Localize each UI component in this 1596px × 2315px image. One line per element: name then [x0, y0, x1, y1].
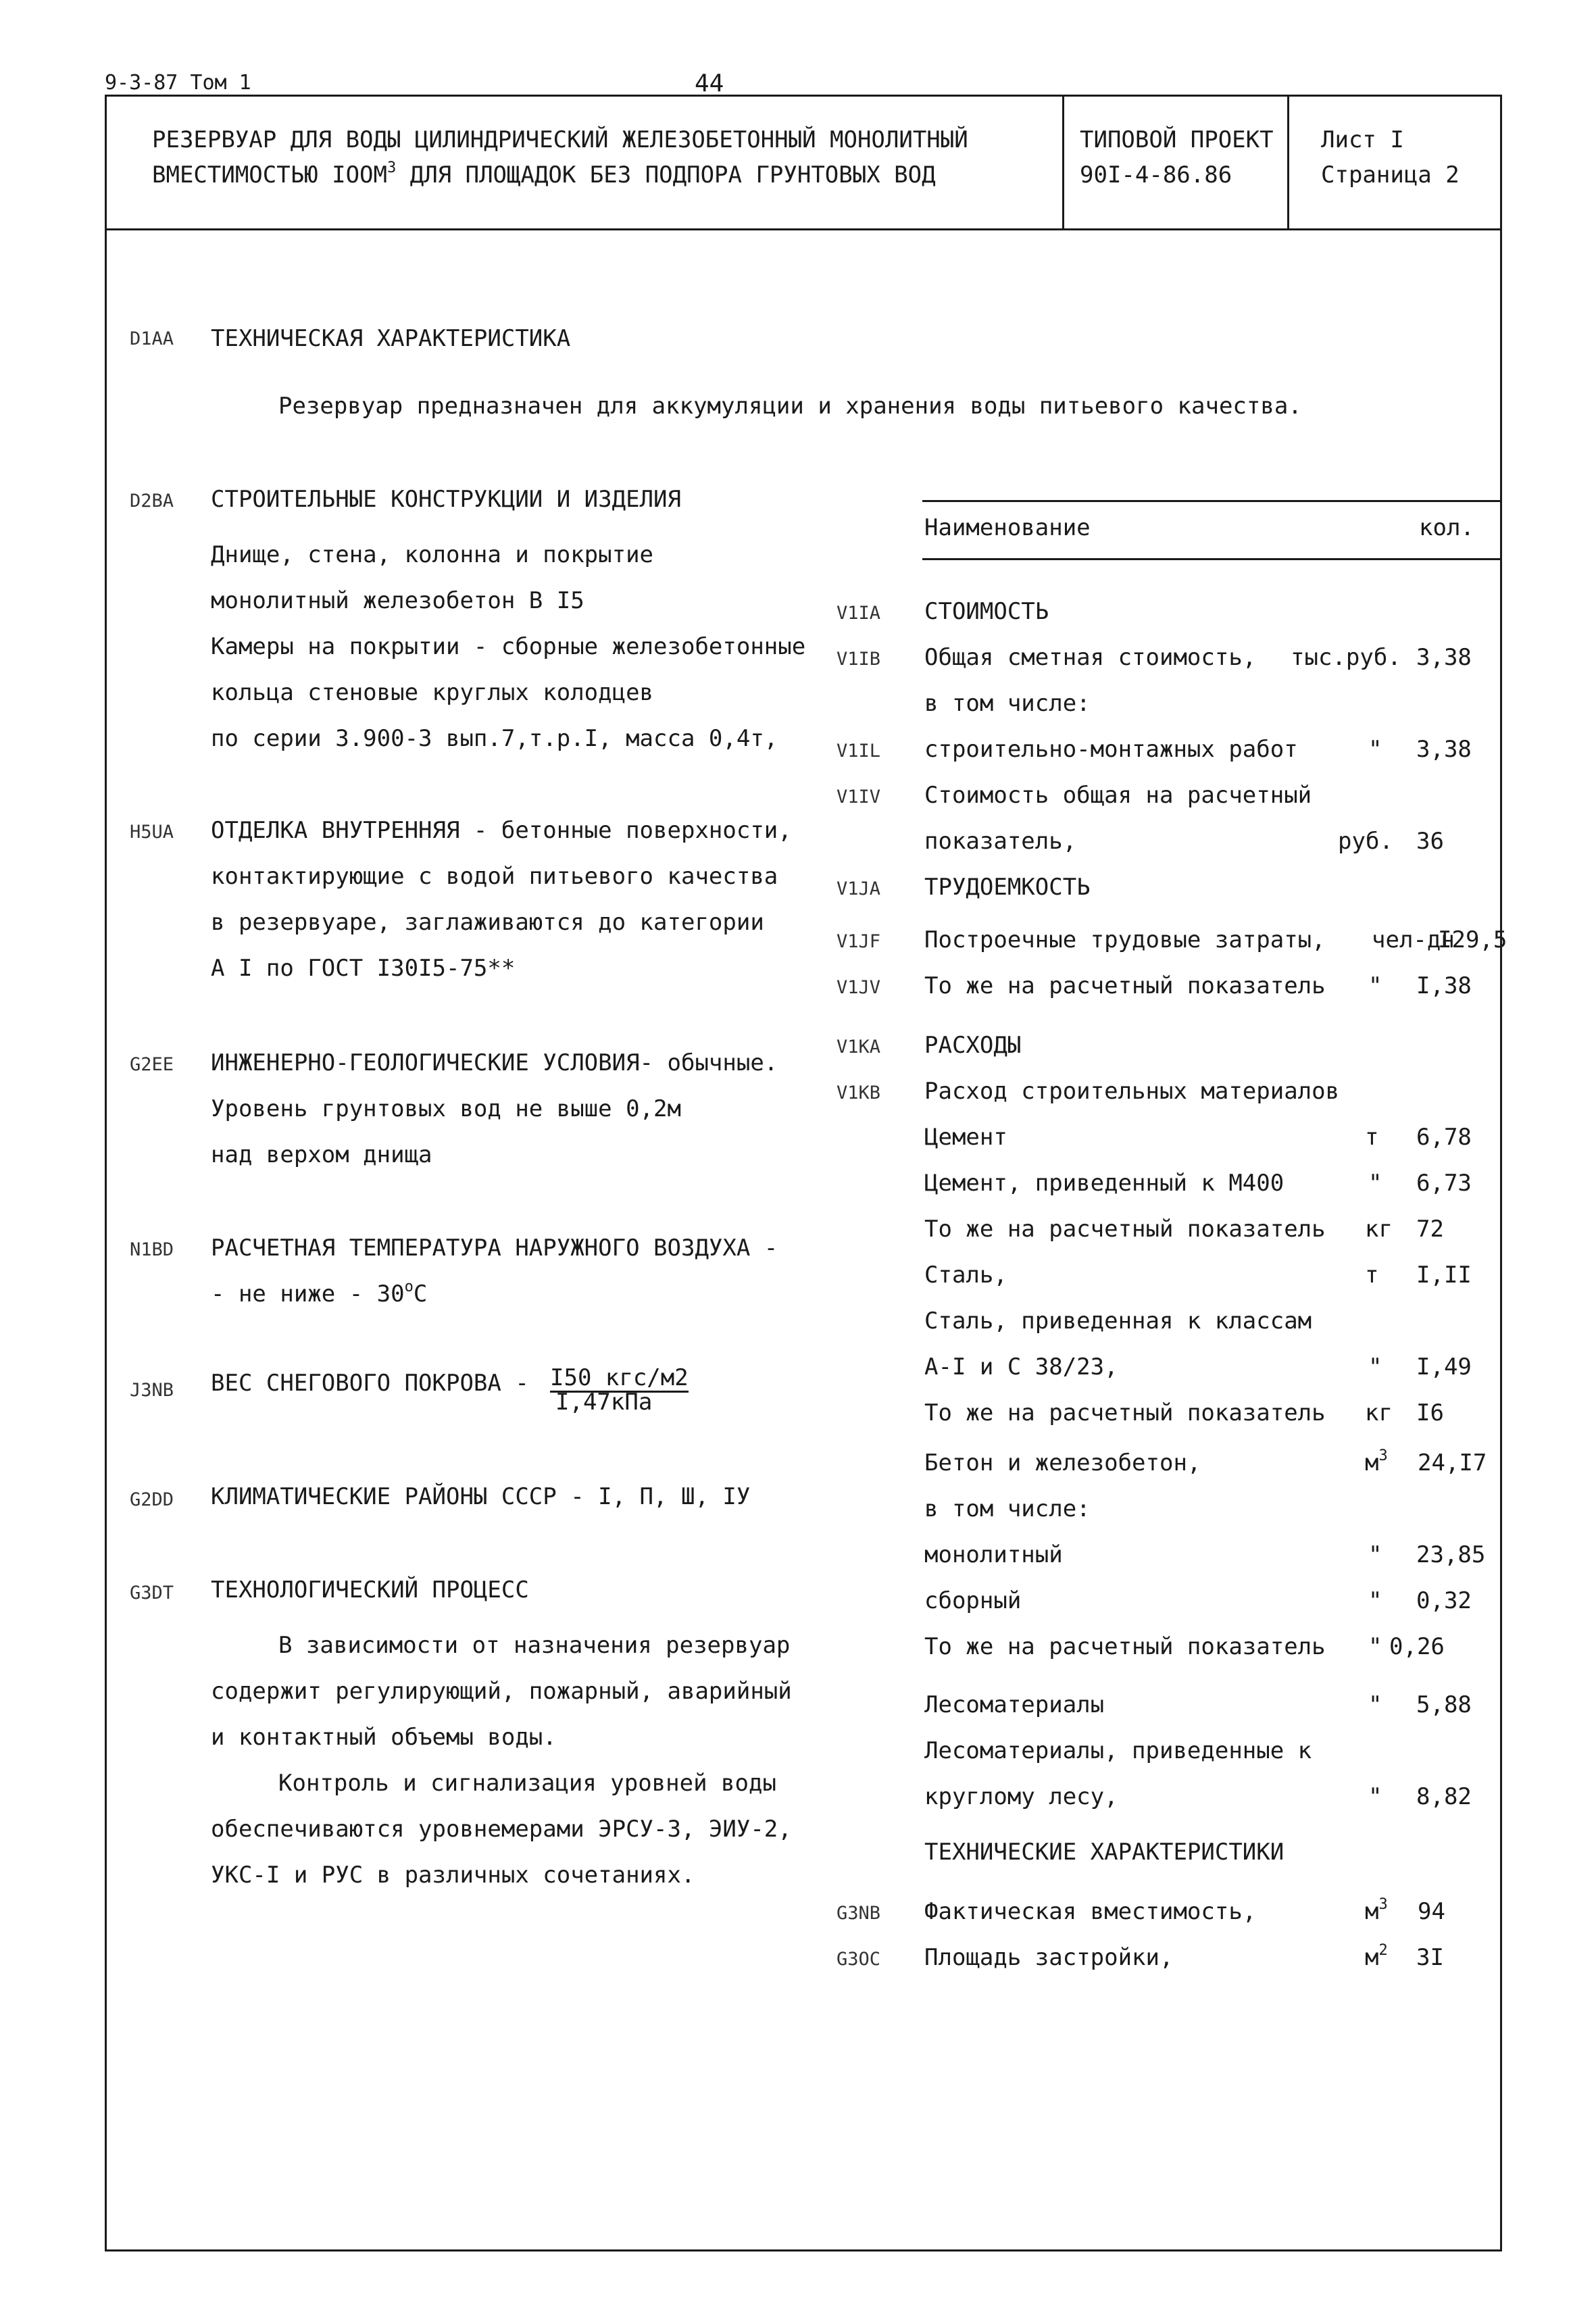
geology-line: Уровень грунтовых вод не выше 0,2м — [211, 1095, 681, 1122]
heading-structures: СТРОИТЕЛЬНЫЕ КОНСТРУКЦИИ И ИЗДЕЛИЯ — [211, 486, 681, 513]
row-name: Лесоматериалы, приведенные к — [924, 1737, 1312, 1764]
row-name: То же на расчетный показатель — [924, 1216, 1326, 1243]
geology-line: над верхом днища — [211, 1141, 432, 1168]
process-line: Контроль и сигнализация уровней воды — [278, 1770, 776, 1797]
row-name: Сталь, — [924, 1262, 1007, 1289]
finish-line: ОТДЕЛКА ВНУТРЕННЯЯ - бетонные поверхности, — [211, 817, 792, 844]
row-code: G3NB — [837, 1903, 881, 1924]
row-unit: " — [1368, 972, 1382, 999]
row-unit: " — [1368, 1587, 1382, 1614]
table-header-qty: кол. — [1419, 514, 1474, 541]
heading-tech-characteristic: ТЕХНИЧЕСКАЯ ХАРАКТЕРИСТИКА — [211, 325, 571, 352]
structures-line: Камеры на покрытии - сборные железобетонные — [211, 633, 806, 660]
stamp-title-line2: ВМЕСТИМОСТЬЮ IOOM$^3$ ДЛЯ ПЛОЩАДОК БЕЗ ПОДПОРА ГРУНТОВЫХ ВОД — [152, 159, 936, 189]
sheet-number: Лист I — [1321, 126, 1404, 153]
row-name: Лесоматериалы — [924, 1691, 1105, 1718]
row-value: I6 — [1416, 1399, 1444, 1426]
row-value: 5,88 — [1416, 1691, 1472, 1718]
row-value: 3I — [1416, 1944, 1444, 1971]
heading-process: ТЕХНОЛОГИЧЕСКИЙ ПРОЦЕСС — [211, 1576, 529, 1603]
row-name: ТРУДОЕМКОСТЬ — [924, 874, 1091, 901]
row-value: I,II — [1416, 1262, 1472, 1289]
process-line: В зависимости от назначения резервуар — [278, 1632, 791, 1659]
process-line: обеспечиваются уровнемерами ЭРСУ-3, ЭИУ-2, — [211, 1816, 792, 1843]
page-label: Страница 2 — [1321, 161, 1460, 189]
snow-load-denominator: I,47кПа — [555, 1389, 653, 1416]
row-value: 0,26 — [1389, 1633, 1445, 1660]
row-unit: " — [1368, 1170, 1382, 1197]
row-name: Площадь застройки, — [924, 1944, 1174, 1971]
row-code: V1JV — [837, 977, 881, 998]
stamp-divider-2 — [1287, 95, 1289, 230]
table-header-name: Наименование — [924, 514, 1091, 541]
row-unit: чел-дн — [1372, 926, 1455, 953]
code-g2ee: G2EE — [130, 1054, 174, 1075]
row-unit: кг — [1365, 1216, 1393, 1243]
temperature-line2: - не ниже - $30^оС$ — [211, 1278, 428, 1308]
row-unit: $м^3$ — [1365, 1896, 1388, 1925]
row-name: То же на расчетный показатель — [924, 1633, 1326, 1660]
code-g3dt: G3DT — [130, 1583, 174, 1603]
process-line: УКС-I и РУС в различных сочетаниях. — [211, 1862, 695, 1889]
row-code: V1IA — [837, 603, 881, 624]
purpose-text: Резервуар предназначен для аккумуляции и хранения воды питьевого качества. — [278, 393, 1302, 420]
row-value: 24,I7 — [1418, 1449, 1487, 1476]
row-value: 23,85 — [1416, 1541, 1486, 1568]
row-name: Построечные трудовые затраты, — [924, 926, 1326, 953]
stamp-title-line1: РЕЗЕРВУАР ДЛЯ ВОДЫ ЦИЛИНДРИЧЕСКИЙ ЖЕЛЕЗОБЕТОННЫЙ МОНОЛИТНЫЙ — [152, 126, 968, 153]
process-line: и контактный объемы воды. — [211, 1724, 557, 1751]
code-g2dd: G2DD — [130, 1489, 174, 1510]
row-value: 72 — [1416, 1216, 1444, 1243]
project-label: ТИПОВОЙ ПРОЕКТ — [1080, 126, 1274, 153]
row-value: 94 — [1418, 1898, 1445, 1925]
row-unit: " — [1368, 1783, 1382, 1810]
row-name: строительно-монтажных работ — [924, 736, 1298, 763]
row-name: Сталь, приведенная к классам — [924, 1308, 1312, 1335]
row-value: 3,38 — [1416, 644, 1472, 671]
project-number: 90I-4-86.86 — [1080, 161, 1232, 189]
row-name: в том числе: — [924, 690, 1091, 717]
row-unit: " — [1368, 1633, 1382, 1660]
row-unit: руб. — [1338, 828, 1393, 855]
row-unit: $м^3$ — [1365, 1447, 1388, 1476]
row-name: Бетон и железобетон, — [924, 1449, 1201, 1476]
process-line: содержит регулирующий, пожарный, аварийный — [211, 1678, 792, 1705]
row-name: Стоимость общая на расчетный — [924, 782, 1312, 809]
row-code: G3OC — [837, 1949, 881, 1970]
row-value: 3,38 — [1416, 736, 1472, 763]
row-unit: " — [1368, 1541, 1382, 1568]
row-unit: тыс.руб. — [1291, 644, 1401, 671]
page-number: 44 — [695, 70, 724, 97]
row-value: 6,73 — [1416, 1170, 1472, 1197]
geology-line: ИНЖЕНЕРНО-ГЕОЛОГИЧЕСКИЕ УСЛОВИЯ- обычные. — [211, 1049, 778, 1076]
row-value: 6,78 — [1416, 1124, 1472, 1151]
row-name: сборный — [924, 1587, 1022, 1614]
temperature-line1: РАСЧЕТНАЯ ТЕМПЕРАТУРА НАРУЖНОГО ВОЗДУХА - — [211, 1235, 778, 1262]
row-unit: $м^2$ — [1365, 1942, 1388, 1971]
row-code: V1IL — [837, 741, 881, 762]
finish-line: контактирующие с водой питьевого качества — [211, 863, 778, 890]
code-d2ba: D2BA — [130, 491, 174, 512]
row-value: 36 — [1416, 828, 1444, 855]
structures-line: монолитный железобетон В I5 — [211, 587, 584, 614]
row-name: Цемент, приведенный к М400 — [924, 1170, 1285, 1197]
snow-load-numerator: I50 кгс/м2 — [550, 1364, 689, 1391]
row-code: V1KA — [837, 1037, 881, 1057]
row-value: I29,5 — [1438, 926, 1507, 953]
row-name: Расход строительных материалов — [924, 1078, 1340, 1105]
row-name: То же на расчетный показатель — [924, 972, 1326, 999]
snow-load-label: ВЕС СНЕГОВОГО ПОКРОВА - — [211, 1370, 529, 1397]
row-name: Фактическая вместимость, — [924, 1898, 1257, 1925]
row-unit: " — [1368, 1691, 1382, 1718]
row-name: круглому лесу, — [924, 1783, 1118, 1810]
row-name: ТЕХНИЧЕСКИЕ ХАРАКТЕРИСТИКИ — [924, 1839, 1285, 1866]
row-name: Общая сметная стоимость, — [924, 644, 1257, 671]
row-name: в том числе: — [924, 1495, 1091, 1522]
row-unit: " — [1368, 1353, 1382, 1380]
row-code: V1KB — [837, 1082, 881, 1103]
structures-line: Днище, стена, колонна и покрытие — [211, 541, 654, 568]
climate-regions: КЛИМАТИЧЕСКИЕ РАЙОНЫ СССР - I, П, Ш, IУ — [211, 1483, 751, 1510]
row-value: 0,32 — [1416, 1587, 1472, 1614]
row-name: РАСХОДЫ — [924, 1032, 1022, 1059]
stamp-bottom-border — [105, 228, 1502, 230]
row-name: монолитный — [924, 1541, 1063, 1568]
row-code: V1JA — [837, 878, 881, 899]
row-name: То же на расчетный показатель — [924, 1399, 1326, 1426]
table-header-rule — [922, 558, 1501, 560]
finish-line: в резервуаре, заглаживаются до категории — [211, 909, 764, 936]
stamp-divider-1 — [1062, 95, 1064, 230]
row-code: V1IB — [837, 649, 881, 670]
row-name: СТОИМОСТЬ — [924, 598, 1049, 625]
row-name: А-I и С 38/23, — [924, 1353, 1118, 1380]
table-top-rule — [922, 500, 1501, 502]
row-name: Цемент — [924, 1124, 1007, 1151]
row-name: показатель, — [924, 828, 1077, 855]
row-code: V1JF — [837, 931, 881, 952]
structures-line: по серии 3.900-3 вып.7,т.р.I, масса 0,4т, — [211, 725, 778, 752]
code-j3nb: J3NB — [130, 1380, 174, 1401]
row-unit: кг — [1365, 1399, 1393, 1426]
code-d1aa: D1AA — [130, 328, 174, 349]
row-unit: т — [1365, 1124, 1379, 1151]
row-unit: " — [1368, 736, 1382, 763]
finish-line: А I по ГОСТ I30I5-75** — [211, 955, 516, 982]
row-value: 8,82 — [1416, 1783, 1472, 1810]
structures-line: кольца стеновые круглых колодцев — [211, 679, 654, 706]
row-code: V1IV — [837, 787, 881, 807]
volume-mark: 9-3-87 Том 1 — [105, 71, 251, 95]
code-n1bd: N1BD — [130, 1239, 174, 1260]
row-value: I,49 — [1416, 1353, 1472, 1380]
code-h5ua: H5UA — [130, 822, 174, 843]
row-unit: т — [1365, 1262, 1379, 1289]
row-value: I,38 — [1416, 972, 1472, 999]
